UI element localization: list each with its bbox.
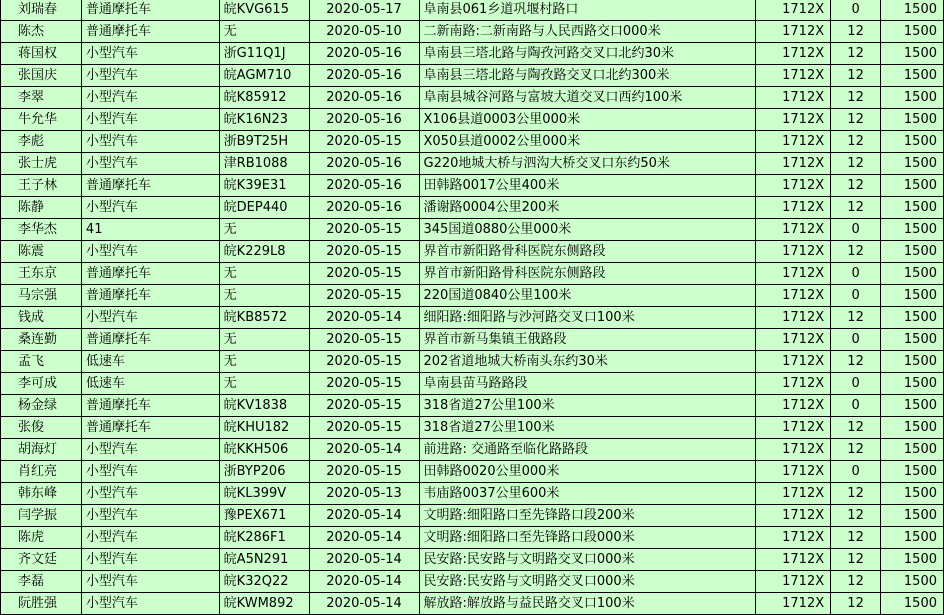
cell-location[interactable]: 界首市新阳路骨科医院东侧路段	[419, 263, 756, 285]
cell-plate[interactable]: 无	[219, 373, 309, 395]
table-row	[1, 483, 944, 505]
cell-location[interactable]: 潘谢路0004公里200米	[419, 197, 756, 219]
cell-points[interactable]: 12	[831, 439, 881, 461]
cell-code[interactable]: 1712X	[756, 593, 831, 615]
cell-name[interactable]: 孟飞	[1, 351, 82, 373]
cell-vehicle-type[interactable]: 普通摩托车	[81, 395, 219, 417]
cell-name[interactable]: 李彪	[1, 131, 82, 153]
cell-amount[interactable]: 1500	[881, 263, 944, 285]
table-row	[1, 109, 944, 131]
cell-points[interactable]: 12	[831, 197, 881, 219]
cell-code[interactable]: 1712X	[756, 0, 831, 21]
cell-date[interactable]: 2020-05-15	[309, 131, 419, 153]
cell-code[interactable]: 1712X	[756, 439, 831, 461]
cell-plate[interactable]: 皖KV1838	[219, 395, 309, 417]
cell-name[interactable]: 张国庆	[1, 65, 82, 87]
cell-location[interactable]: 田韩路0020公里000米	[419, 461, 756, 483]
cell-code[interactable]: 1712X	[756, 527, 831, 549]
cell-name[interactable]: 牛允华	[1, 109, 82, 131]
cell-code[interactable]: 1712X	[756, 461, 831, 483]
cell-points[interactable]: 12	[831, 307, 881, 329]
table-row	[1, 21, 944, 43]
cell-name[interactable]: 李华杰	[1, 219, 82, 241]
cell-plate[interactable]: 皖K286F1	[219, 527, 309, 549]
cell-name[interactable]: 马宗强	[1, 285, 82, 307]
table-row	[1, 395, 944, 417]
cell-date[interactable]: 2020-05-14	[309, 571, 419, 593]
cell-amount[interactable]: 1500	[881, 593, 944, 615]
cell-plate[interactable]: 浙BYP206	[219, 461, 309, 483]
cell-plate[interactable]: 无	[219, 263, 309, 285]
cell-vehicle-type[interactable]: 普通摩托车	[81, 21, 219, 43]
cell-name[interactable]: 王子林	[1, 175, 82, 197]
cell-points[interactable]: 12	[831, 65, 881, 87]
cell-plate[interactable]: 无	[219, 21, 309, 43]
cell-vehicle-type[interactable]: 低速车	[81, 351, 219, 373]
cell-amount[interactable]: 1500	[881, 241, 944, 263]
cell-date[interactable]: 2020-05-16	[309, 87, 419, 109]
cell-location[interactable]: 界首市新马集镇王俄路段	[419, 329, 756, 351]
cell-amount[interactable]: 1500	[881, 329, 944, 351]
cell-location[interactable]: 阜南县061乡道巩堰村路口	[419, 0, 756, 21]
cell-date[interactable]: 2020-05-17	[309, 0, 419, 21]
cell-code[interactable]: 1712X	[756, 263, 831, 285]
cell-code[interactable]: 1712X	[756, 549, 831, 571]
cell-location[interactable]: X106县道0003公里000米	[419, 109, 756, 131]
cell-vehicle-type[interactable]: 小型汽车	[81, 307, 219, 329]
table-row	[1, 263, 944, 285]
cell-points[interactable]: 12	[831, 571, 881, 593]
cell-points[interactable]: 0	[831, 373, 881, 395]
cell-name[interactable]: 齐文廷	[1, 549, 82, 571]
table-row	[1, 351, 944, 373]
cell-points[interactable]: 12	[831, 131, 881, 153]
cell-points[interactable]: 12	[831, 153, 881, 175]
table-row	[1, 153, 944, 175]
cell-plate[interactable]: 豫PEX671	[219, 505, 309, 527]
cell-code[interactable]: 1712X	[756, 329, 831, 351]
cell-location[interactable]: 阜南县苗马路路段	[419, 373, 756, 395]
cell-points[interactable]: 12	[831, 505, 881, 527]
cell-date[interactable]: 2020-05-15	[309, 285, 419, 307]
cell-plate[interactable]: 皖AGM710	[219, 65, 309, 87]
cell-location[interactable]: G220地城大桥与泗沟大桥交叉口东约50米	[419, 153, 756, 175]
cell-vehicle-type[interactable]: 小型汽车	[81, 43, 219, 65]
cell-name[interactable]: 王东京	[1, 263, 82, 285]
cell-vehicle-type[interactable]: 小型汽车	[81, 571, 219, 593]
cell-amount[interactable]: 1500	[881, 109, 944, 131]
cell-code[interactable]: 1712X	[756, 307, 831, 329]
cell-amount[interactable]: 1500	[881, 0, 944, 21]
cell-location[interactable]: 田韩路0017公里400米	[419, 175, 756, 197]
cell-location[interactable]: 318省道27公里100米	[419, 395, 756, 417]
table-row	[1, 0, 944, 21]
cell-name[interactable]: 陈震	[1, 241, 82, 263]
cell-date[interactable]: 2020-05-15	[309, 263, 419, 285]
cell-vehicle-type[interactable]: 普通摩托车	[81, 329, 219, 351]
cell-name[interactable]: 杨金绿	[1, 395, 82, 417]
cell-points[interactable]: 12	[831, 483, 881, 505]
cell-location[interactable]: X050县道0002公里000米	[419, 131, 756, 153]
cell-amount[interactable]: 1500	[881, 505, 944, 527]
cell-location[interactable]: 文明路:细阳路口至先锋路口段000米	[419, 527, 756, 549]
table-row	[1, 329, 944, 351]
cell-vehicle-type[interactable]: 普通摩托车	[81, 0, 219, 21]
cell-plate[interactable]: 皖K32Q22	[219, 571, 309, 593]
cell-amount[interactable]: 1500	[881, 43, 944, 65]
cell-plate[interactable]: 无	[219, 351, 309, 373]
cell-vehicle-type[interactable]: 小型汽车	[81, 483, 219, 505]
cell-points[interactable]: 0	[831, 219, 881, 241]
cell-vehicle-type[interactable]: 小型汽车	[81, 505, 219, 527]
cell-date[interactable]: 2020-05-16	[309, 197, 419, 219]
cell-amount[interactable]: 1500	[881, 219, 944, 241]
cell-amount[interactable]: 1500	[881, 175, 944, 197]
cell-code[interactable]: 1712X	[756, 219, 831, 241]
cell-amount[interactable]: 1500	[881, 439, 944, 461]
cell-plate[interactable]: 无	[219, 219, 309, 241]
cell-name[interactable]: 张俊	[1, 417, 82, 439]
cell-date[interactable]: 2020-05-15	[309, 351, 419, 373]
table-row	[1, 461, 944, 483]
cell-amount[interactable]: 1500	[881, 197, 944, 219]
cell-code[interactable]: 1712X	[756, 373, 831, 395]
cell-name[interactable]: 李磊	[1, 571, 82, 593]
cell-plate[interactable]: 皖KWM892	[219, 593, 309, 615]
table-row	[1, 307, 944, 329]
cell-location[interactable]: 韦庙路0037公里600米	[419, 483, 756, 505]
cell-points[interactable]: 12	[831, 549, 881, 571]
cell-vehicle-type[interactable]: 普通摩托车	[81, 285, 219, 307]
cell-location[interactable]: 二新南路:二新南路与人民西路交口000米	[419, 21, 756, 43]
cell-vehicle-type[interactable]: 普通摩托车	[81, 175, 219, 197]
cell-date[interactable]: 2020-05-14	[309, 593, 419, 615]
cell-vehicle-type[interactable]: 小型汽车	[81, 131, 219, 153]
cell-location[interactable]: 345国道0880公里000米	[419, 219, 756, 241]
cell-code[interactable]: 1712X	[756, 285, 831, 307]
cell-name[interactable]: 肖红亮	[1, 461, 82, 483]
cell-location[interactable]: 318省道27公里100米	[419, 417, 756, 439]
table-row	[1, 131, 944, 153]
cell-vehicle-type[interactable]: 小型汽车	[81, 109, 219, 131]
table-row	[1, 175, 944, 197]
cell-vehicle-type[interactable]: 小型汽车	[81, 549, 219, 571]
cell-name[interactable]: 蒋国权	[1, 43, 82, 65]
table-row	[1, 373, 944, 395]
cell-vehicle-type[interactable]: 小型汽车	[81, 527, 219, 549]
cell-date[interactable]: 2020-05-14	[309, 527, 419, 549]
cell-location[interactable]: 阜南县三塔北路与陶孜河路交叉口北约30米	[419, 43, 756, 65]
cell-location[interactable]: 阜南县城谷河路与富坡大道交叉口西约100米	[419, 87, 756, 109]
cell-vehicle-type[interactable]: 低速车	[81, 373, 219, 395]
cell-amount[interactable]: 1500	[881, 285, 944, 307]
cell-plate[interactable]: 皖K85912	[219, 87, 309, 109]
cell-amount[interactable]: 1500	[881, 373, 944, 395]
table-row	[1, 241, 944, 263]
cell-plate[interactable]: 皖KKH506	[219, 439, 309, 461]
cell-code[interactable]: 1712X	[756, 483, 831, 505]
cell-date[interactable]: 2020-05-16	[309, 65, 419, 87]
cell-name[interactable]: 桑连勤	[1, 329, 82, 351]
cell-points[interactable]: 0	[831, 263, 881, 285]
cell-date[interactable]: 2020-05-16	[309, 175, 419, 197]
table-row	[1, 439, 944, 461]
cell-points[interactable]: 0	[831, 329, 881, 351]
cell-date[interactable]: 2020-05-15	[309, 395, 419, 417]
cell-points[interactable]: 0	[831, 285, 881, 307]
cell-code[interactable]: 1712X	[756, 175, 831, 197]
cell-amount[interactable]: 1500	[881, 549, 944, 571]
cell-points[interactable]: 12	[831, 351, 881, 373]
cell-code[interactable]: 1712X	[756, 109, 831, 131]
cell-amount[interactable]: 1500	[881, 153, 944, 175]
cell-points[interactable]: 12	[831, 417, 881, 439]
cell-location[interactable]: 细阳路:细阳路与沙河路交叉口100米	[419, 307, 756, 329]
cell-amount[interactable]: 1500	[881, 571, 944, 593]
cell-amount[interactable]: 1500	[881, 527, 944, 549]
cell-vehicle-type[interactable]: 普通摩托车	[81, 263, 219, 285]
cell-vehicle-type[interactable]: 小型汽车	[81, 461, 219, 483]
cell-plate[interactable]: 津RB1088	[219, 153, 309, 175]
cell-plate[interactable]: 皖K16N23	[219, 109, 309, 131]
cell-plate[interactable]: 皖A5N291	[219, 549, 309, 571]
cell-plate[interactable]: 皖K39E31	[219, 175, 309, 197]
cell-code[interactable]: 1712X	[756, 417, 831, 439]
cell-name[interactable]: 陈虎	[1, 527, 82, 549]
cell-date[interactable]: 2020-05-14	[309, 439, 419, 461]
cell-code[interactable]: 1712X	[756, 43, 831, 65]
cell-location[interactable]: 前进路: 交通路至临化路路段	[419, 439, 756, 461]
cell-plate[interactable]: 皖KL399V	[219, 483, 309, 505]
table-row	[1, 65, 944, 87]
cell-plate[interactable]: 浙G11Q1J	[219, 43, 309, 65]
cell-date[interactable]: 2020-05-14	[309, 505, 419, 527]
cell-vehicle-type[interactable]: 小型汽车	[81, 593, 219, 615]
cell-date[interactable]: 2020-05-16	[309, 153, 419, 175]
cell-name[interactable]: 刘瑞春	[1, 0, 82, 21]
cell-plate[interactable]: 无	[219, 329, 309, 351]
cell-amount[interactable]: 1500	[881, 131, 944, 153]
cell-amount[interactable]: 1500	[881, 483, 944, 505]
cell-amount[interactable]: 1500	[881, 65, 944, 87]
cell-code[interactable]: 1712X	[756, 571, 831, 593]
cell-vehicle-type[interactable]: 小型汽车	[81, 87, 219, 109]
cell-vehicle-type[interactable]: 小型汽车	[81, 241, 219, 263]
cell-plate[interactable]: 无	[219, 285, 309, 307]
cell-code[interactable]: 1712X	[756, 21, 831, 43]
cell-date[interactable]: 2020-05-13	[309, 483, 419, 505]
cell-points[interactable]: 12	[831, 21, 881, 43]
cell-date[interactable]: 2020-05-14	[309, 549, 419, 571]
cell-points[interactable]: 0	[831, 461, 881, 483]
cell-name[interactable]: 阮胜强	[1, 593, 82, 615]
cell-location[interactable]: 界首市新阳路骨科医院东侧路段	[419, 241, 756, 263]
table-row	[1, 219, 944, 241]
table-row	[1, 593, 944, 615]
cell-name[interactable]: 韩东峰	[1, 483, 82, 505]
cell-plate[interactable]: 浙B9T25H	[219, 131, 309, 153]
cell-location[interactable]: 阜南县三塔北路与陶孜路交叉口北约300米	[419, 65, 756, 87]
cell-name[interactable]: 李可成	[1, 373, 82, 395]
cell-amount[interactable]: 1500	[881, 417, 944, 439]
cell-plate[interactable]: 皖KB8572	[219, 307, 309, 329]
cell-location[interactable]: 民安路:民安路与文明路交叉口000米	[419, 571, 756, 593]
cell-name[interactable]: 李翠	[1, 87, 82, 109]
table-row	[1, 571, 944, 593]
cell-amount[interactable]: 1500	[881, 307, 944, 329]
cell-location[interactable]: 民安路:民安路与文明路交叉口000米	[419, 549, 756, 571]
cell-points[interactable]: 12	[831, 87, 881, 109]
cell-plate[interactable]: 皖DEP440	[219, 197, 309, 219]
table-row	[1, 43, 944, 65]
cell-vehicle-type[interactable]: 普通摩托车	[81, 417, 219, 439]
cell-vehicle-type[interactable]: 小型汽车	[81, 197, 219, 219]
cell-plate[interactable]: 皖KVG615	[219, 0, 309, 21]
cell-code[interactable]: 1712X	[756, 87, 831, 109]
table-row	[1, 197, 944, 219]
cell-points[interactable]: 12	[831, 593, 881, 615]
cell-code[interactable]: 1712X	[756, 153, 831, 175]
cell-plate[interactable]: 皖K229L8	[219, 241, 309, 263]
table-row	[1, 505, 944, 527]
cell-points[interactable]: 12	[831, 43, 881, 65]
cell-date[interactable]: 2020-05-14	[309, 307, 419, 329]
cell-date[interactable]: 2020-05-15	[309, 219, 419, 241]
cell-amount[interactable]: 1500	[881, 87, 944, 109]
cell-points[interactable]: 0	[831, 0, 881, 21]
cell-date[interactable]: 2020-05-10	[309, 21, 419, 43]
cell-amount[interactable]: 1500	[881, 351, 944, 373]
cell-vehicle-type[interactable]: 41	[81, 219, 219, 241]
cell-vehicle-type[interactable]: 小型汽车	[81, 439, 219, 461]
cell-name[interactable]: 陈杰	[1, 21, 82, 43]
cell-code[interactable]: 1712X	[756, 197, 831, 219]
cell-location[interactable]: 解放路:解放路与益民路交叉口100米	[419, 593, 756, 615]
cell-name[interactable]: 胡海灯	[1, 439, 82, 461]
table-row	[1, 527, 944, 549]
cell-amount[interactable]: 1500	[881, 395, 944, 417]
cell-location[interactable]: 202省道地城大桥南头东约30米	[419, 351, 756, 373]
cell-name[interactable]: 张士虎	[1, 153, 82, 175]
cell-code[interactable]: 1712X	[756, 65, 831, 87]
cell-code[interactable]: 1712X	[756, 241, 831, 263]
cell-plate[interactable]: 皖KHU182	[219, 417, 309, 439]
cell-points[interactable]: 12	[831, 109, 881, 131]
cell-location[interactable]: 220国道0840公里100米	[419, 285, 756, 307]
cell-name[interactable]: 闫学振	[1, 505, 82, 527]
cell-date[interactable]: 2020-05-15	[309, 329, 419, 351]
cell-name[interactable]: 钱成	[1, 307, 82, 329]
cell-amount[interactable]: 1500	[881, 21, 944, 43]
table-row	[1, 549, 944, 571]
cell-date[interactable]: 2020-05-15	[309, 373, 419, 395]
cell-points[interactable]: 0	[831, 395, 881, 417]
cell-date[interactable]: 2020-05-16	[309, 43, 419, 65]
cell-date[interactable]: 2020-05-16	[309, 109, 419, 131]
cell-code[interactable]: 1712X	[756, 131, 831, 153]
cell-points[interactable]: 12	[831, 527, 881, 549]
cell-name[interactable]: 陈静	[1, 197, 82, 219]
table-row	[1, 87, 944, 109]
cell-date[interactable]: 2020-05-15	[309, 241, 419, 263]
cell-vehicle-type[interactable]: 小型汽车	[81, 153, 219, 175]
cell-code[interactable]: 1712X	[756, 351, 831, 373]
cell-date[interactable]: 2020-05-15	[309, 461, 419, 483]
cell-points[interactable]: 12	[831, 175, 881, 197]
table-row	[1, 417, 944, 439]
cell-code[interactable]: 1712X	[756, 505, 831, 527]
table-row	[1, 285, 944, 307]
cell-code[interactable]: 1712X	[756, 395, 831, 417]
cell-amount[interactable]: 1500	[881, 461, 944, 483]
cell-date[interactable]: 2020-05-15	[309, 417, 419, 439]
cell-points[interactable]: 12	[831, 241, 881, 263]
cell-location[interactable]: 文明路:细阳路口至先锋路口段200米	[419, 505, 756, 527]
cell-vehicle-type[interactable]: 小型汽车	[81, 65, 219, 87]
